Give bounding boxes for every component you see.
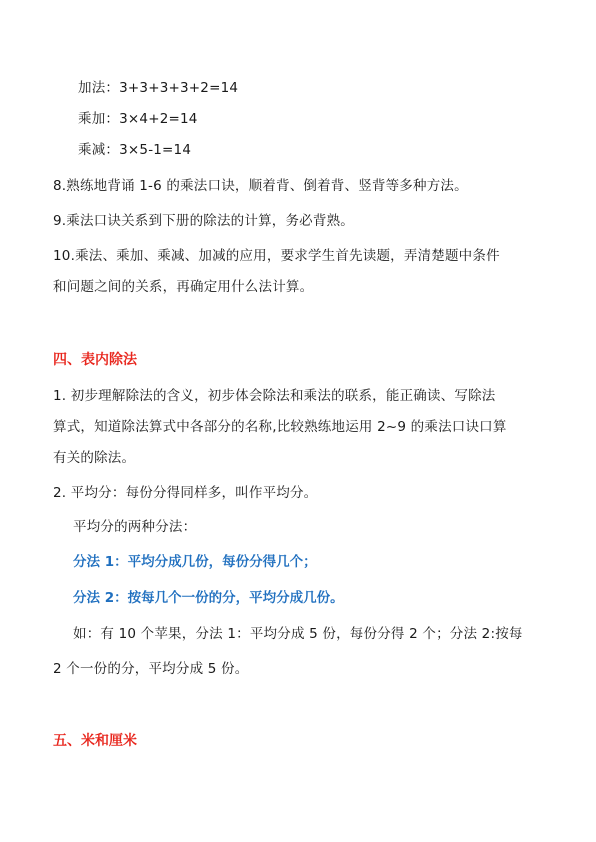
section-4-item-1-line-1: 1. 初步理解除法的含义，初步体会除法和乘法的联系，能正确读、写除法	[53, 388, 496, 404]
method-2: 分法 2：按每几个一份的分，平均分成几份。	[73, 590, 344, 606]
section-4-heading: 四、表内除法	[53, 352, 137, 368]
point-9: 9.乘法口诀关系到下册的除法的计算，务必背熟。	[53, 213, 354, 229]
two-methods-intro: 平均分的两种分法：	[73, 519, 197, 535]
multiply-subtract-example: 乘减：3×5-1=14	[78, 142, 192, 158]
section-4-item-1-line-2: 算式，知道除法算式中各部分的名称,比较熟练地运用 2~9 的乘法口诀口算	[53, 419, 507, 435]
example-line-1: 如：有 10 个苹果，分法 1：平均分成 5 份，每份分得 2 个；分法 2:按每	[73, 626, 523, 642]
section-4-item-2: 2. 平均分：每份分得同样多，叫作平均分。	[53, 485, 318, 501]
addition-example: 加法：3+3+3+3+2=14	[78, 80, 239, 96]
point-8: 8.熟练地背诵 1-6 的乘法口诀，顺着背、倒着背、竖背等多种方法。	[53, 178, 468, 194]
method-1: 分法 1：平均分成几份，每份分得几个；	[73, 554, 317, 570]
point-10-line-1: 10.乘法、乘加、乘减、加减的应用，要求学生首先读题，弄清楚题中条件	[53, 248, 500, 264]
point-10-line-2: 和问题之间的关系，再确定用什么法计算。	[53, 279, 314, 295]
section-5-heading: 五、米和厘米	[53, 733, 137, 749]
example-line-2: 2 个一份的分，平均分成 5 份。	[53, 661, 249, 677]
multiply-add-example: 乘加：3×4+2=14	[78, 111, 198, 127]
section-4-item-1-line-3: 有关的除法。	[53, 450, 136, 466]
